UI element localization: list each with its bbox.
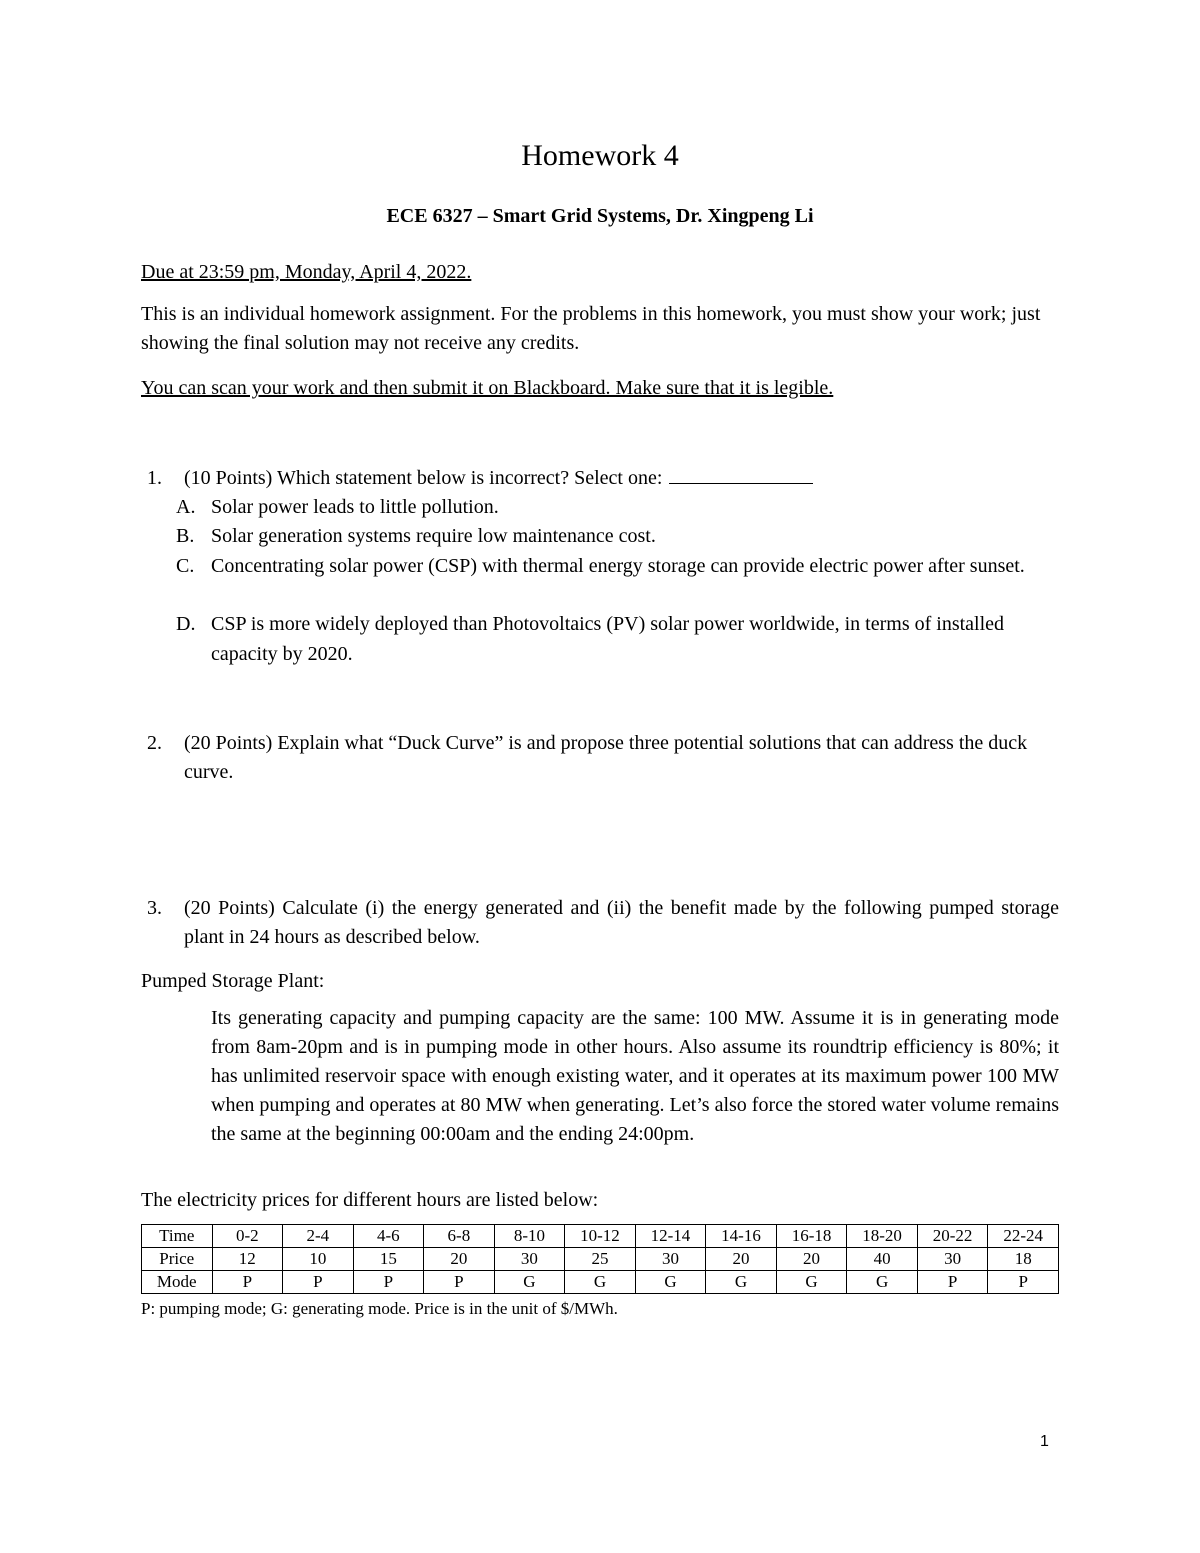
submission-note: You can scan your work and then submit it on Blackboard. Make sure that it is legible. — [141, 377, 834, 399]
table-cell: 25 — [565, 1248, 636, 1271]
table-cell: G — [847, 1271, 918, 1294]
table-cell: 20-22 — [917, 1225, 988, 1248]
table-cell: 30 — [494, 1248, 565, 1271]
option-a-text: Solar power leads to little pollution. — [211, 496, 499, 518]
option-b-letter: B. — [176, 525, 195, 547]
page-title: Homework 4 — [521, 139, 679, 172]
table-cell: P — [353, 1271, 424, 1294]
table-cell: 0-2 — [212, 1225, 283, 1248]
table-header-cell: Time — [142, 1225, 213, 1248]
intro-paragraph: This is an individual homework assignment. For the problems in this homework, you must show your work; just showing the final solution may not receive any credits. — [141, 303, 1041, 354]
table-row-price — [142, 1248, 1059, 1271]
table-cell: 20 — [706, 1248, 777, 1271]
table-row-mode — [142, 1271, 1059, 1294]
question-2-number: 2. — [147, 732, 162, 754]
option-c-text: Concentrating solar power (CSP) with thermal energy storage can provide electric power after sunset. — [211, 555, 1025, 577]
table-cell: P — [424, 1271, 495, 1294]
table-cell: 30 — [635, 1248, 706, 1271]
table-cell: G — [706, 1271, 777, 1294]
table-cell: 20 — [424, 1248, 495, 1271]
table-cell: G — [776, 1271, 847, 1294]
table-cell: 22-24 — [988, 1225, 1059, 1248]
table-cell: 15 — [353, 1248, 424, 1271]
table-cell: 16-18 — [776, 1225, 847, 1248]
table-cell: P — [917, 1271, 988, 1294]
table-cell: 30 — [917, 1248, 988, 1271]
table-cell: P — [283, 1271, 354, 1294]
question-3-number: 3. — [147, 897, 162, 919]
question-1-text: (10 Points) Which statement below is incorrect? Select one: — [184, 467, 663, 489]
table-cell: G — [635, 1271, 706, 1294]
table-cell: 10-12 — [565, 1225, 636, 1248]
table-cell: 40 — [847, 1248, 918, 1271]
table-cell: 12-14 — [635, 1225, 706, 1248]
table-cell: 10 — [283, 1248, 354, 1271]
price-table — [141, 1224, 1059, 1294]
answer-blank — [669, 465, 813, 484]
table-cell: P — [212, 1271, 283, 1294]
table-cell: 18 — [988, 1248, 1059, 1271]
question-3-text: (20 Points) Calculate (i) the energy generated and (ii) the benefit made by the following pumped storage plant in 24 hours as described below. — [184, 897, 1059, 948]
due-date: Due at 23:59 pm, Monday, April 4, 2022. — [141, 261, 472, 283]
table-cell: 6-8 — [424, 1225, 495, 1248]
prices-intro: The electricity prices for different hours are listed below: — [141, 1189, 599, 1211]
table-cell: 20 — [776, 1248, 847, 1271]
table-cell: 4-6 — [353, 1225, 424, 1248]
table-header-cell: Price — [142, 1248, 213, 1271]
page-number: 1 — [1040, 1433, 1049, 1450]
table-note: P: pumping mode; G: generating mode. Price is in the unit of $/MWh. — [141, 1299, 618, 1318]
plant-label: Pumped Storage Plant: — [141, 970, 325, 992]
question-1 — [184, 464, 813, 493]
table-cell: 14-16 — [706, 1225, 777, 1248]
table-cell: 18-20 — [847, 1225, 918, 1248]
course-subtitle: ECE 6327 – Smart Grid Systems, Dr. Xingpeng Li — [386, 205, 814, 227]
table-row-time — [142, 1225, 1059, 1248]
table-cell: G — [494, 1271, 565, 1294]
option-d-letter: D. — [176, 613, 196, 635]
option-d-text: CSP is more widely deployed than Photovoltaics (PV) solar power worldwide, in terms of installed capacity by 2020. — [211, 613, 1005, 665]
table-cell: P — [988, 1271, 1059, 1294]
question-1-number: 1. — [147, 467, 162, 489]
option-a-letter: A. — [176, 496, 196, 518]
plant-description: Its generating capacity and pumping capacity are the same: 100 MW. Assume it is in generating mode from 8am-20pm and is in pumping mode in other hours. Also assume its roundtrip efficiency is 80%; it has unlimited reservoir space with enough existing water, and it operates at its maximum power 100 MW when pumping and operates at 80 MW when generating. Let’s also force the stored water volume remains the same at the beginning 00:00am and the ending 24:00pm. — [211, 1007, 1059, 1145]
option-b-text: Solar generation systems require low maintenance cost. — [211, 525, 656, 547]
option-c-letter: C. — [176, 555, 195, 577]
table-cell: 2-4 — [283, 1225, 354, 1248]
table-cell: G — [565, 1271, 636, 1294]
table-cell: 12 — [212, 1248, 283, 1271]
table-header-cell: Mode — [142, 1271, 213, 1294]
table-cell: 8-10 — [494, 1225, 565, 1248]
question-2-text: (20 Points) Explain what “Duck Curve” is and propose three potential solutions that can address the duck curve. — [184, 732, 1028, 783]
